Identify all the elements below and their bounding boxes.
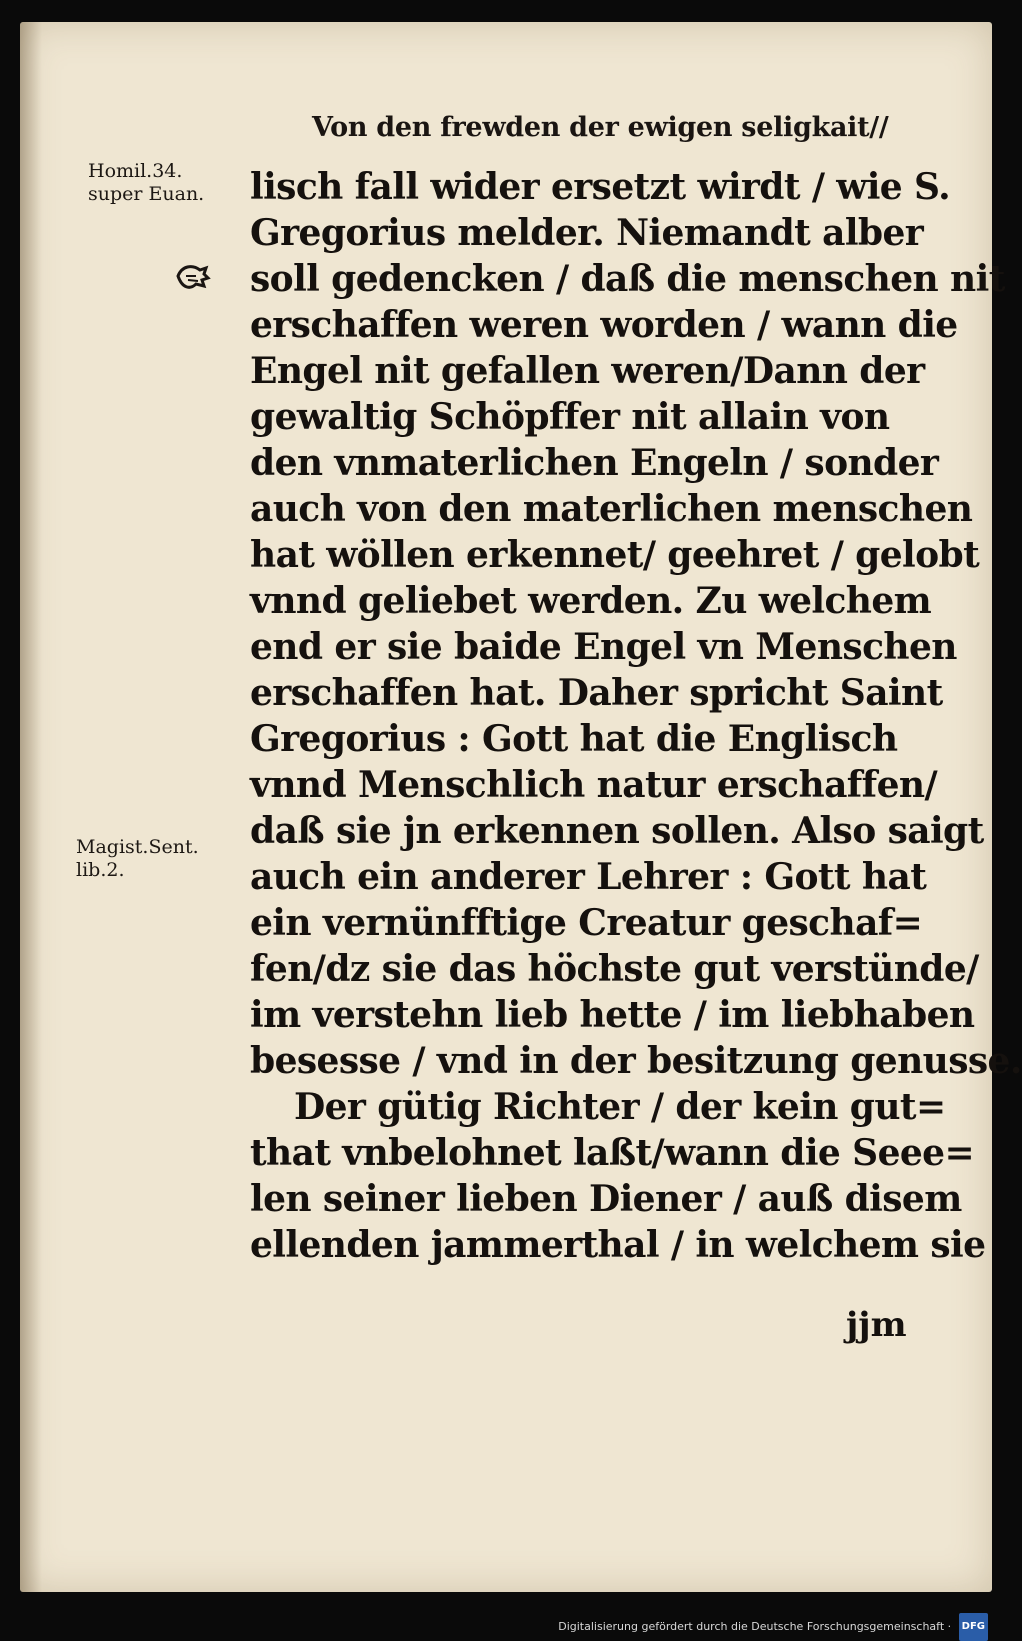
text-line: len seiner lieben Diener / auß disem bbox=[250, 1178, 962, 1220]
text-line: Der gütig Richter / der kein gut= bbox=[294, 1086, 946, 1128]
page-edge-shadow bbox=[20, 22, 42, 1592]
catchword: jjm bbox=[846, 1305, 907, 1345]
text-line: that vnbelohnet laßt/wann die Seee= bbox=[250, 1132, 975, 1174]
text-line: den vnmaterlichen Engeln / sonder bbox=[250, 442, 939, 484]
text-line: vnnd geliebet werden. Zu welchem bbox=[250, 580, 932, 622]
text-line: soll gedencken / daß die menschen nit bbox=[250, 258, 1005, 300]
footer-text: Digitalisierung gefördert durch die Deutsche Forschungsgemeinschaft · bbox=[558, 1620, 952, 1633]
text-line: hat wöllen erkennet/ geehret / gelobt bbox=[250, 534, 980, 576]
text-line: Engel nit gefallen weren/Dann der bbox=[250, 350, 925, 392]
text-line: ein vernünfftige Creatur geschaf= bbox=[250, 902, 923, 944]
margin-note-magister bbox=[76, 836, 199, 882]
text-line: auch von den materlichen menschen bbox=[250, 488, 973, 530]
text-line: daß sie jn erkennen sollen. Also saigt bbox=[250, 810, 984, 852]
text-line: auch ein anderer Lehrer : Gott hat bbox=[250, 856, 927, 898]
text-line: gewaltig Schöpffer nit allain von bbox=[250, 396, 890, 438]
text-line: besesse / vnd in der besitzung genusse. bbox=[250, 1040, 1022, 1082]
text-line: erschaffen weren worden / wann die bbox=[250, 304, 958, 346]
text-line: Gregorius : Gott hat die Englisch bbox=[250, 718, 898, 760]
text-line: im verstehn lieb hette / im liebhaben bbox=[250, 994, 975, 1036]
text-line: erschaffen hat. Daher spricht Saint bbox=[250, 672, 943, 714]
margin-note-line: Homil.34. bbox=[88, 160, 183, 182]
digitization-footer bbox=[0, 1613, 1000, 1639]
text-line: vnnd Menschlich natur erschaffen/ bbox=[250, 764, 937, 806]
text-line: end er sie baide Engel vn Menschen bbox=[250, 626, 957, 668]
margin-note-line: super Euan. bbox=[88, 183, 205, 205]
text-line: Gregorius melder. Niemandt alber bbox=[250, 212, 924, 254]
main-text bbox=[250, 164, 1022, 1268]
margin-note-homily bbox=[88, 160, 204, 206]
text-line: lisch fall wider ersetzt wirdt / wie S. bbox=[250, 166, 951, 208]
dfg-logo: DFG bbox=[959, 1613, 988, 1641]
running-header: Von den frewden der ewigen seligkait// bbox=[312, 112, 889, 143]
text-line: ellenden jammerthal / in welchem sie bbox=[250, 1224, 986, 1266]
margin-note-line: Magist.Sent. bbox=[76, 836, 199, 858]
manicule-icon bbox=[176, 262, 210, 292]
text-line: fen/dz sie das höchste gut verstünde/ bbox=[250, 948, 979, 990]
margin-note-line: lib.2. bbox=[76, 859, 125, 881]
